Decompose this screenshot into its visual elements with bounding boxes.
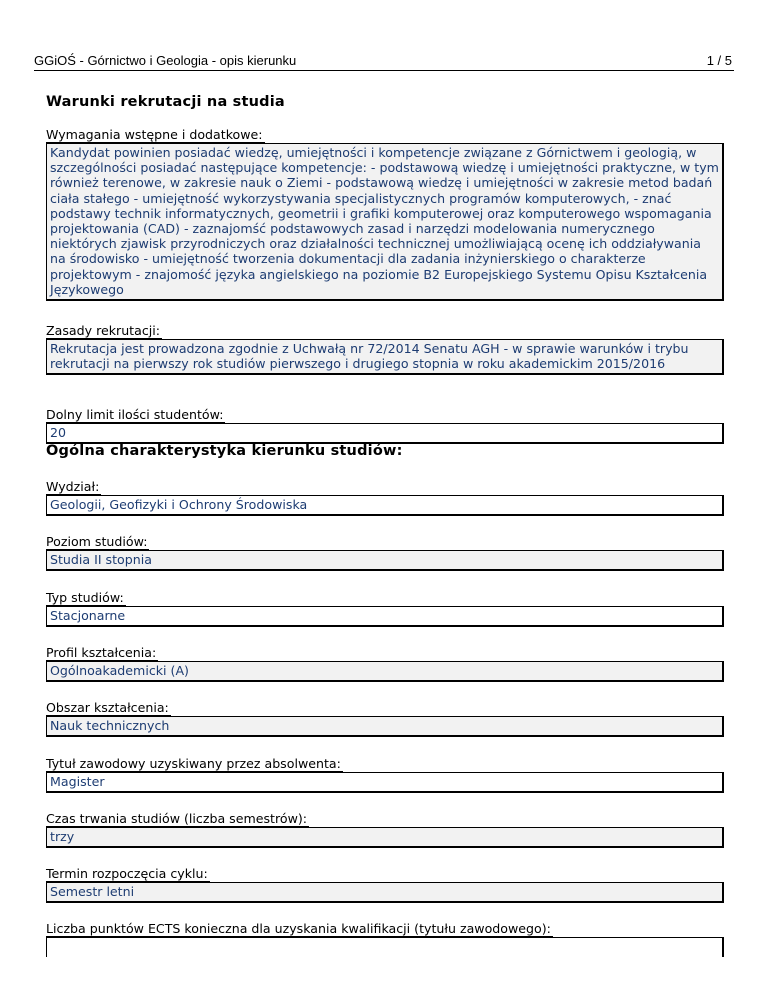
field-education-area [46,697,724,737]
field-value: trzy [46,827,724,848]
field-study-level [46,531,724,571]
field-value [46,937,724,957]
field-value: Nauk technicznych [46,716,724,737]
field-value: Studia II stopnia [46,550,724,571]
field-label: Poziom studiów: [46,534,148,549]
field-value: Geologii, Geofizyki i Ochrony Środowiska [46,495,724,516]
field-label: Obszar kształcenia: [46,700,169,715]
page-number: 1 / 5 [706,53,732,68]
field-label: Profil kształcenia: [46,645,157,660]
field-value: Stacjonarne [46,606,724,627]
field-label: Termin rozpoczęcia cyklu: [46,866,208,881]
field-label: Dolny limit ilości studentów: [46,407,224,422]
field-education-profile [46,642,724,682]
field-recruitment-rules [46,320,724,375]
field-label: Wymagania wstępne i dodatkowe: [46,127,263,142]
field-cycle-start [46,863,724,903]
field-study-type [46,587,724,627]
field-faculty [46,476,724,516]
field-label: Typ studiów: [46,590,124,605]
field-ects-points [46,918,724,957]
field-value: 20 [46,423,724,444]
document-title: GGiOŚ - Górnictwo i Geologia - opis kierunku [34,53,297,68]
section-heading-recruitment: Warunki rekrutacji na studia [46,94,285,110]
field-label: Tytuł zawodowy uzyskiwany przez absolwenta: [46,756,341,771]
section-heading-characteristics: Ogólna charakterystyka kierunku studiów: [46,443,403,459]
field-student-limit [46,404,724,444]
field-value: Semestr letni [46,882,724,903]
field-label: Czas trwania studiów (liczba semestrów): [46,811,308,826]
field-value: Kandydat powinien posiadać wiedzę, umiejętności i kompetencje związane z Górnictwem i geologią, w szczególności posiadać następujące kompetencje: - podstawową wiedzę i umiejętności praktyczne, w tym również terenowe, w zakresie nauk o Ziemi - podstawową wiedzę i umiejętności w zakresie metod badań ciała stałego - umiejętność wykorzystywania specjalistycznych programów komputerowych, - znać podstawy technik informatycznych, geometrii i grafiki komputerowej oraz komputerowego wspomagania projektowania (CAD) - zaznajomść podstawowych zasad i narzędzi modelowania numerycznego niektórych zjawisk przyrodniczych oraz działalności technicznej umożliwiającą ocenę ich oddziaływania na środowisko - umiejętność tworzenia dokumentacji dla zadania inżynierskiego o charakterze projektowym - znajomość języka angielskiego na poziomie B2 Europejskiego Systemu Opisu Kształcenia Językowego [46,143,724,301]
field-label: Zasady rekrutacji: [46,323,160,338]
field-label: Wydział: [46,479,100,494]
field-entry-requirements [46,124,724,301]
page-header [34,50,734,71]
field-professional-title [46,753,724,793]
field-value: Magister [46,772,724,793]
field-label: Liczba punktów ECTS konieczna dla uzyskania kwalifikacji (tytułu zawodowego): [46,921,551,936]
field-study-duration [46,808,724,848]
field-value: Rekrutacja jest prowadzona zgodnie z Uchwałą nr 72/2014 Senatu AGH - w sprawie warunków i trybu rekrutacji na pierwszy rok studiów pierwszego i drugiego stopnia w roku akademickim 2015/2016 [46,339,724,375]
field-value: Ogólnoakademicki (A) [46,661,724,682]
